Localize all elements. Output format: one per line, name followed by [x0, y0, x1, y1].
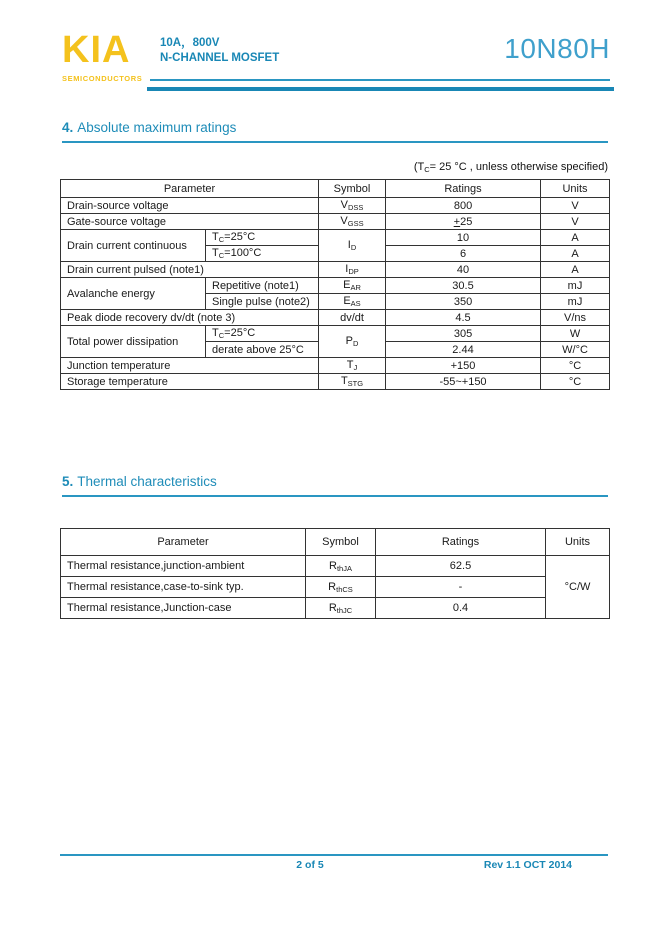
- condition-cell: $T_C=25^\circ C$: [206, 326, 319, 342]
- footer-rule: [60, 854, 608, 856]
- row-drain-current-pulsed: [61, 262, 610, 278]
- unit-cell: A: [541, 262, 610, 278]
- row-thermal-resistance-junction-case: [61, 598, 610, 619]
- parameter-cell: Thermal resistance,junction-ambient: [61, 556, 306, 577]
- symbol-cell: $T_J$: [319, 358, 386, 374]
- rating-cell: 800: [386, 198, 541, 214]
- parameter-cell: Thermal resistance,Junction-case: [61, 598, 306, 619]
- symbol-cell: dv/dt: [319, 310, 386, 326]
- parameter-cell: Drain current pulsed (note1): [61, 262, 319, 278]
- brand-name: KIA: [62, 29, 131, 71]
- spec-line-current-voltage: 10A，800V: [160, 37, 220, 49]
- parameter-cell: Drain-source voltage: [61, 198, 319, 214]
- parameter-cell: Thermal resistance,case-to-sink typ.: [61, 577, 306, 598]
- parameter-cell: Storage temperature: [61, 374, 319, 390]
- rating-cell: 2.44: [386, 342, 541, 358]
- symbol-cell: $R_{thCS}$: [306, 577, 376, 598]
- rating-cell: 62.5: [376, 556, 546, 577]
- column-header-ratings: Ratings: [376, 529, 546, 556]
- unit-cell: W: [541, 326, 610, 342]
- symbol-cell: $I_D$: [319, 230, 386, 262]
- section-4-number: 4.: [62, 120, 74, 135]
- row-drain-current-continuous-25c: [61, 230, 610, 246]
- rating-cell: 40: [386, 262, 541, 278]
- symbol-cell: $I_{DP}$: [319, 262, 386, 278]
- section-4-heading: [62, 120, 608, 143]
- row-peak-diode-recovery: [61, 310, 610, 326]
- column-header-symbol: Symbol: [306, 529, 376, 556]
- unit-cell: °C: [541, 374, 610, 390]
- header-rule-thick: [147, 87, 614, 91]
- unit-cell: W/°C: [541, 342, 610, 358]
- section-4-title: Absolute maximum ratings: [77, 120, 237, 135]
- row-total-power-dissipation-25c: [61, 326, 610, 342]
- rating-cell: 10: [386, 230, 541, 246]
- page-number: 2 of 5: [296, 859, 324, 871]
- test-condition-note: ($T_C= 25$ °C , unless otherwise specified): [413, 161, 608, 174]
- symbol-cell: $E_{AS}$: [319, 294, 386, 310]
- unit-cell: A: [541, 246, 610, 262]
- revision-label: Rev 1.1 OCT 2014: [483, 859, 572, 871]
- unit-cell: mJ: [541, 294, 610, 310]
- rating-cell: -: [376, 577, 546, 598]
- absolute-maximum-ratings-table: [60, 179, 610, 390]
- thermal-characteristics-table: [60, 528, 610, 619]
- column-header-ratings: Ratings: [386, 180, 541, 198]
- brand-tagline: SEMICONDUCTORS: [62, 74, 143, 83]
- rating-cell: 0.4: [376, 598, 546, 619]
- rating-cell: 30.5: [386, 278, 541, 294]
- row-thermal-resistance-case-to-sink: [61, 577, 610, 598]
- row-junction-temperature: [61, 358, 610, 374]
- symbol-cell: $T_{STG}$: [319, 374, 386, 390]
- row-avalanche-energy-repetitive: [61, 278, 610, 294]
- row-thermal-resistance-junction-ambient: [61, 556, 610, 577]
- column-header-units: Units: [541, 180, 610, 198]
- rating-cell: +25: [386, 214, 541, 230]
- brand-logo: [62, 28, 157, 83]
- condition-cell: $T_C=100^\circ C$: [206, 246, 319, 262]
- unit-cell: °C/W: [546, 556, 610, 619]
- part-number: 10N80H: [504, 33, 610, 64]
- section-5-number: 5.: [62, 474, 74, 489]
- table-header-row: [61, 529, 610, 556]
- condition-cell: Single pulse (note2): [206, 294, 319, 310]
- parameter-cell: Junction temperature: [61, 358, 319, 374]
- symbol-cell: $V_{DSS}$: [319, 198, 386, 214]
- row-storage-temperature: [61, 374, 610, 390]
- unit-cell: mJ: [541, 278, 610, 294]
- parameter-cell: Drain current continuous: [61, 230, 206, 262]
- column-header-parameter: Parameter: [61, 529, 306, 556]
- rating-cell: 4.5: [386, 310, 541, 326]
- section-5-heading: [62, 474, 608, 497]
- symbol-cell: $E_{AR}$: [319, 278, 386, 294]
- parameter-cell: Avalanche energy: [61, 278, 206, 310]
- table-header-row: [61, 180, 610, 198]
- unit-cell: V/ns: [541, 310, 610, 326]
- rating-cell: -55~+150: [386, 374, 541, 390]
- rating-cell: +150: [386, 358, 541, 374]
- spec-line-device-type: N-CHANNEL MOSFET: [160, 52, 280, 64]
- symbol-cell: $R_{thJC}$: [306, 598, 376, 619]
- header-rule-thin: [150, 79, 610, 81]
- parameter-cell: Total power dissipation: [61, 326, 206, 358]
- unit-cell: A: [541, 230, 610, 246]
- condition-cell: $T_C=25^\circ C$: [206, 230, 319, 246]
- column-header-units: Units: [546, 529, 610, 556]
- condition-cell: derate above 25°C: [206, 342, 319, 358]
- rating-cell: 350: [386, 294, 541, 310]
- symbol-cell: $V_{GSS}$: [319, 214, 386, 230]
- parameter-cell: Gate-source voltage: [61, 214, 319, 230]
- symbol-cell: $R_{thJA}$: [306, 556, 376, 577]
- rating-cell: 6: [386, 246, 541, 262]
- unit-cell: V: [541, 214, 610, 230]
- rating-cell: 305: [386, 326, 541, 342]
- section-5-title: Thermal characteristics: [77, 474, 217, 489]
- symbol-cell: $P_D$: [319, 326, 386, 358]
- condition-cell: Repetitive (note1): [206, 278, 319, 294]
- column-header-symbol: Symbol: [319, 180, 386, 198]
- column-header-parameter: Parameter: [61, 180, 319, 198]
- unit-cell: V: [541, 198, 610, 214]
- row-gate-source-voltage: [61, 214, 610, 230]
- device-spec: [160, 36, 279, 66]
- unit-cell: °C: [541, 358, 610, 374]
- parameter-cell: Peak diode recovery dv/dt (note 3): [61, 310, 319, 326]
- row-drain-source-voltage: [61, 198, 610, 214]
